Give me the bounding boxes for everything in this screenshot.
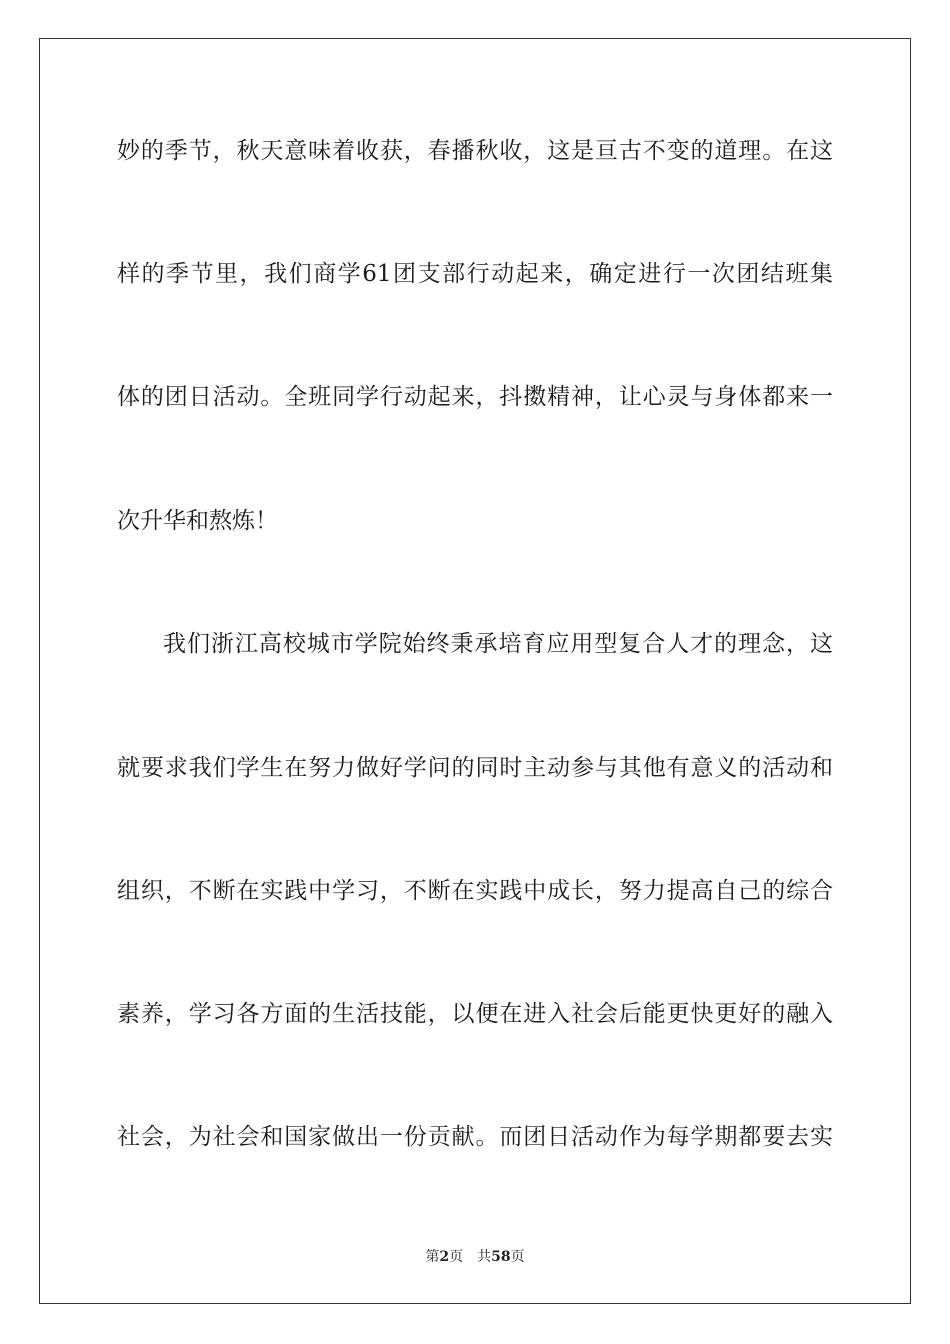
total-prefix: 共 (477, 1249, 492, 1265)
page-border (39, 38, 911, 1304)
page-prefix: 第 (425, 1249, 440, 1265)
page-number: 2 (439, 1249, 450, 1265)
body-text-line-3: 体的团日活动。全班同学行动起来，抖擞精神，让心灵与身体都来一 (117, 384, 833, 410)
body-text-line-8: 素养，学习各方面的生活技能，以便在进入社会后能更快更好的融入 (117, 1001, 833, 1027)
body-text-line-4: 次升华和熬炼！ (117, 508, 278, 534)
body-text-line-9: 社会，为社会和国家做出一份贡献。而团日活动作为每学期都要去实 (117, 1124, 833, 1150)
body-text-line-5: 我们浙江高校城市学院始终秉承培育应用型复合人才的理念，这 (163, 631, 833, 657)
total-suffix: 页 (510, 1249, 525, 1265)
body-text-line-1: 妙的季节，秋天意味着收获，春播秋收，这是亘古不变的道理。在这 (117, 138, 833, 164)
body-text-line-2: 样的季节里，我们商学61团支部行动起来，确定进行一次团结班集 (117, 261, 833, 287)
body-text-line-7: 组织，不断在实践中学习，不断在实践中成长，努力提高自己的综合 (117, 878, 833, 904)
page-footer (0, 1248, 950, 1266)
total-pages: 58 (491, 1249, 511, 1265)
page-suffix: 页 (449, 1249, 464, 1265)
body-text-line-6: 就要求我们学生在努力做好学问的同时主动参与其他有意义的活动和 (117, 755, 833, 781)
